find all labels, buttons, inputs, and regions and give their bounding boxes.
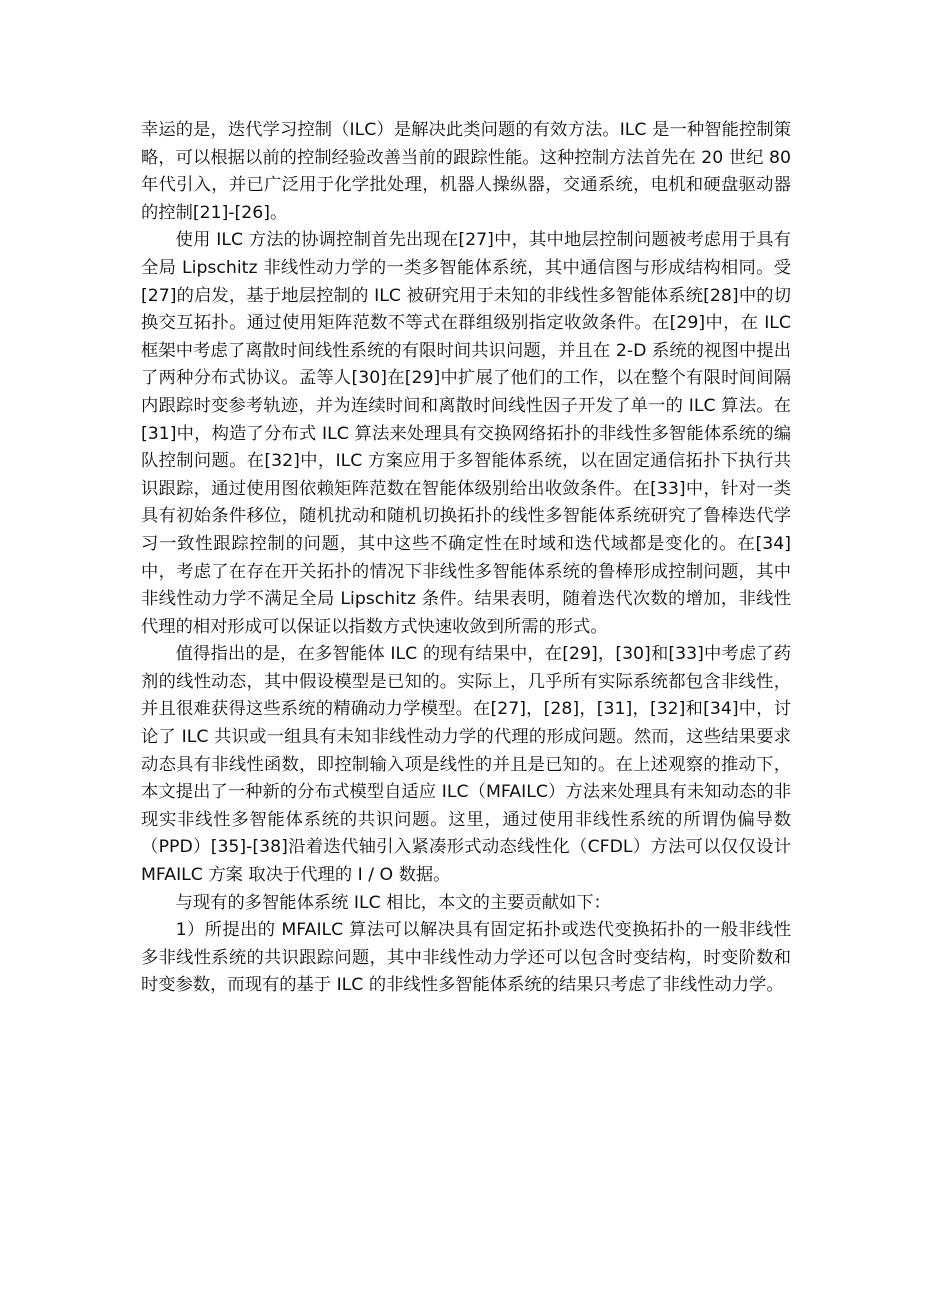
paragraph-ilc-intro: 幸运的是，迭代学习控制（ILC）是解决此类问题的有效方法。ILC 是一种智能控制策略，可以根据以前的控制经验改善当前的跟踪性能。这种控制方法首先在 20 世纪 80 年代引入，并已广泛用于化学批处理，机器人操纵器，交通系统，电机和硬盘驱动器的控制[21]-[26]。 — [141, 120, 791, 223]
paragraph-related-work: 使用 ILC 方法的协调控制首先出现在[27]中，其中地层控制问题被考虑用于具有全局 Lipschitz 非线性动力学的一类多智能体系统，其中通信图与形成结构相同。受[27]的启发，基于地层控制的 ILC 被研究用于未知的非线性多智能体系统[28]中的切换交互拓扑。通过使用矩阵范数不等式在群组级别指定收敛条件。在[29]中，在 ILC 框架中考虑了离散时间线性系统的有限时间共识问题，并且在 2-D 系统的视图中提出了两种分布式协议。孟等人[30]在[29]中扩展了他们的工作，以在整个有限时间间隔内跟踪时变参考轨迹，并为连续时间和离散时间线性因子开发了单一的 ILC 算法。在[31]中，构造了分布式 ILC 算法来处理具有交换网络拓扑的非线性多智能体系统的编队控制问题。在[32]中，ILC 方案应用于多智能体系统，以在固定通信拓扑下执行共识跟踪，通过使用图依赖矩阵范数在智能体级别给出收敛条件。在[33]中，针对一类具有初始条件移位，随机扰动和随机切换拓扑的线性多智能体系统研究了鲁棒迭代学习一致性跟踪控制的问题，其中这些不确定性在时域和迭代域都是变化的。在[34]中，考虑了在存在开关拓扑的情况下非线性多智能体系统的鲁棒形成控制问题，其中非线性动力学不满足全局 Lipschitz 条件。结果表明，随着迭代次数的增加，非线性代理的相对形成可以保证以指数方式快速收敛到所需的形式。 — [141, 230, 791, 637]
document-body — [141, 117, 791, 1000]
paragraph-contribution-1: 1）所提出的 MFAILC 算法可以解决具有固定拓扑或迭代变换拓扑的一般非线性多非线性系统的共识跟踪问题，其中非线性动力学还可以包含时变结构，时变阶数和时变参数，而现有的基于 ILC 的非线性多智能体系统的结果只考虑了非线性动力学。 — [141, 920, 791, 996]
paragraph-motivation: 值得指出的是，在多智能体 ILC 的现有结果中，在[29]，[30]和[33]中考虑了药剂的线性动态，其中假设模型是已知的。实际上，几乎所有实际系统都包含非线性，并且很难获得这些系统的精确动力学模型。在[27]，[28]，[31]，[32]和[34]中，讨论了 ILC 共识或一组具有未知非线性动力学的代理的形成问题。然而，这些结果要求动态具有非线性函数，即控制输入项是线性的并且是已知的。在上述观察的推动下，本文提出了一种新的分布式模型自适应 ILC（MFAILC）方法来处理具有未知动态的非现实非线性多智能体系统的共识问题。这里，通过使用非线性系统的所谓伪偏导数（PPD）[35]-[38]沿着迭代轴引入紧凑形式动态线性化（CFDL）方法可以仅仅设计 MFAILC 方案 取决于代理的 I / O 数据。 — [141, 644, 791, 886]
paragraph-contributions-intro: 与现有的多智能体系统 ILC 相比，本文的主要贡献如下： — [175, 892, 611, 913]
